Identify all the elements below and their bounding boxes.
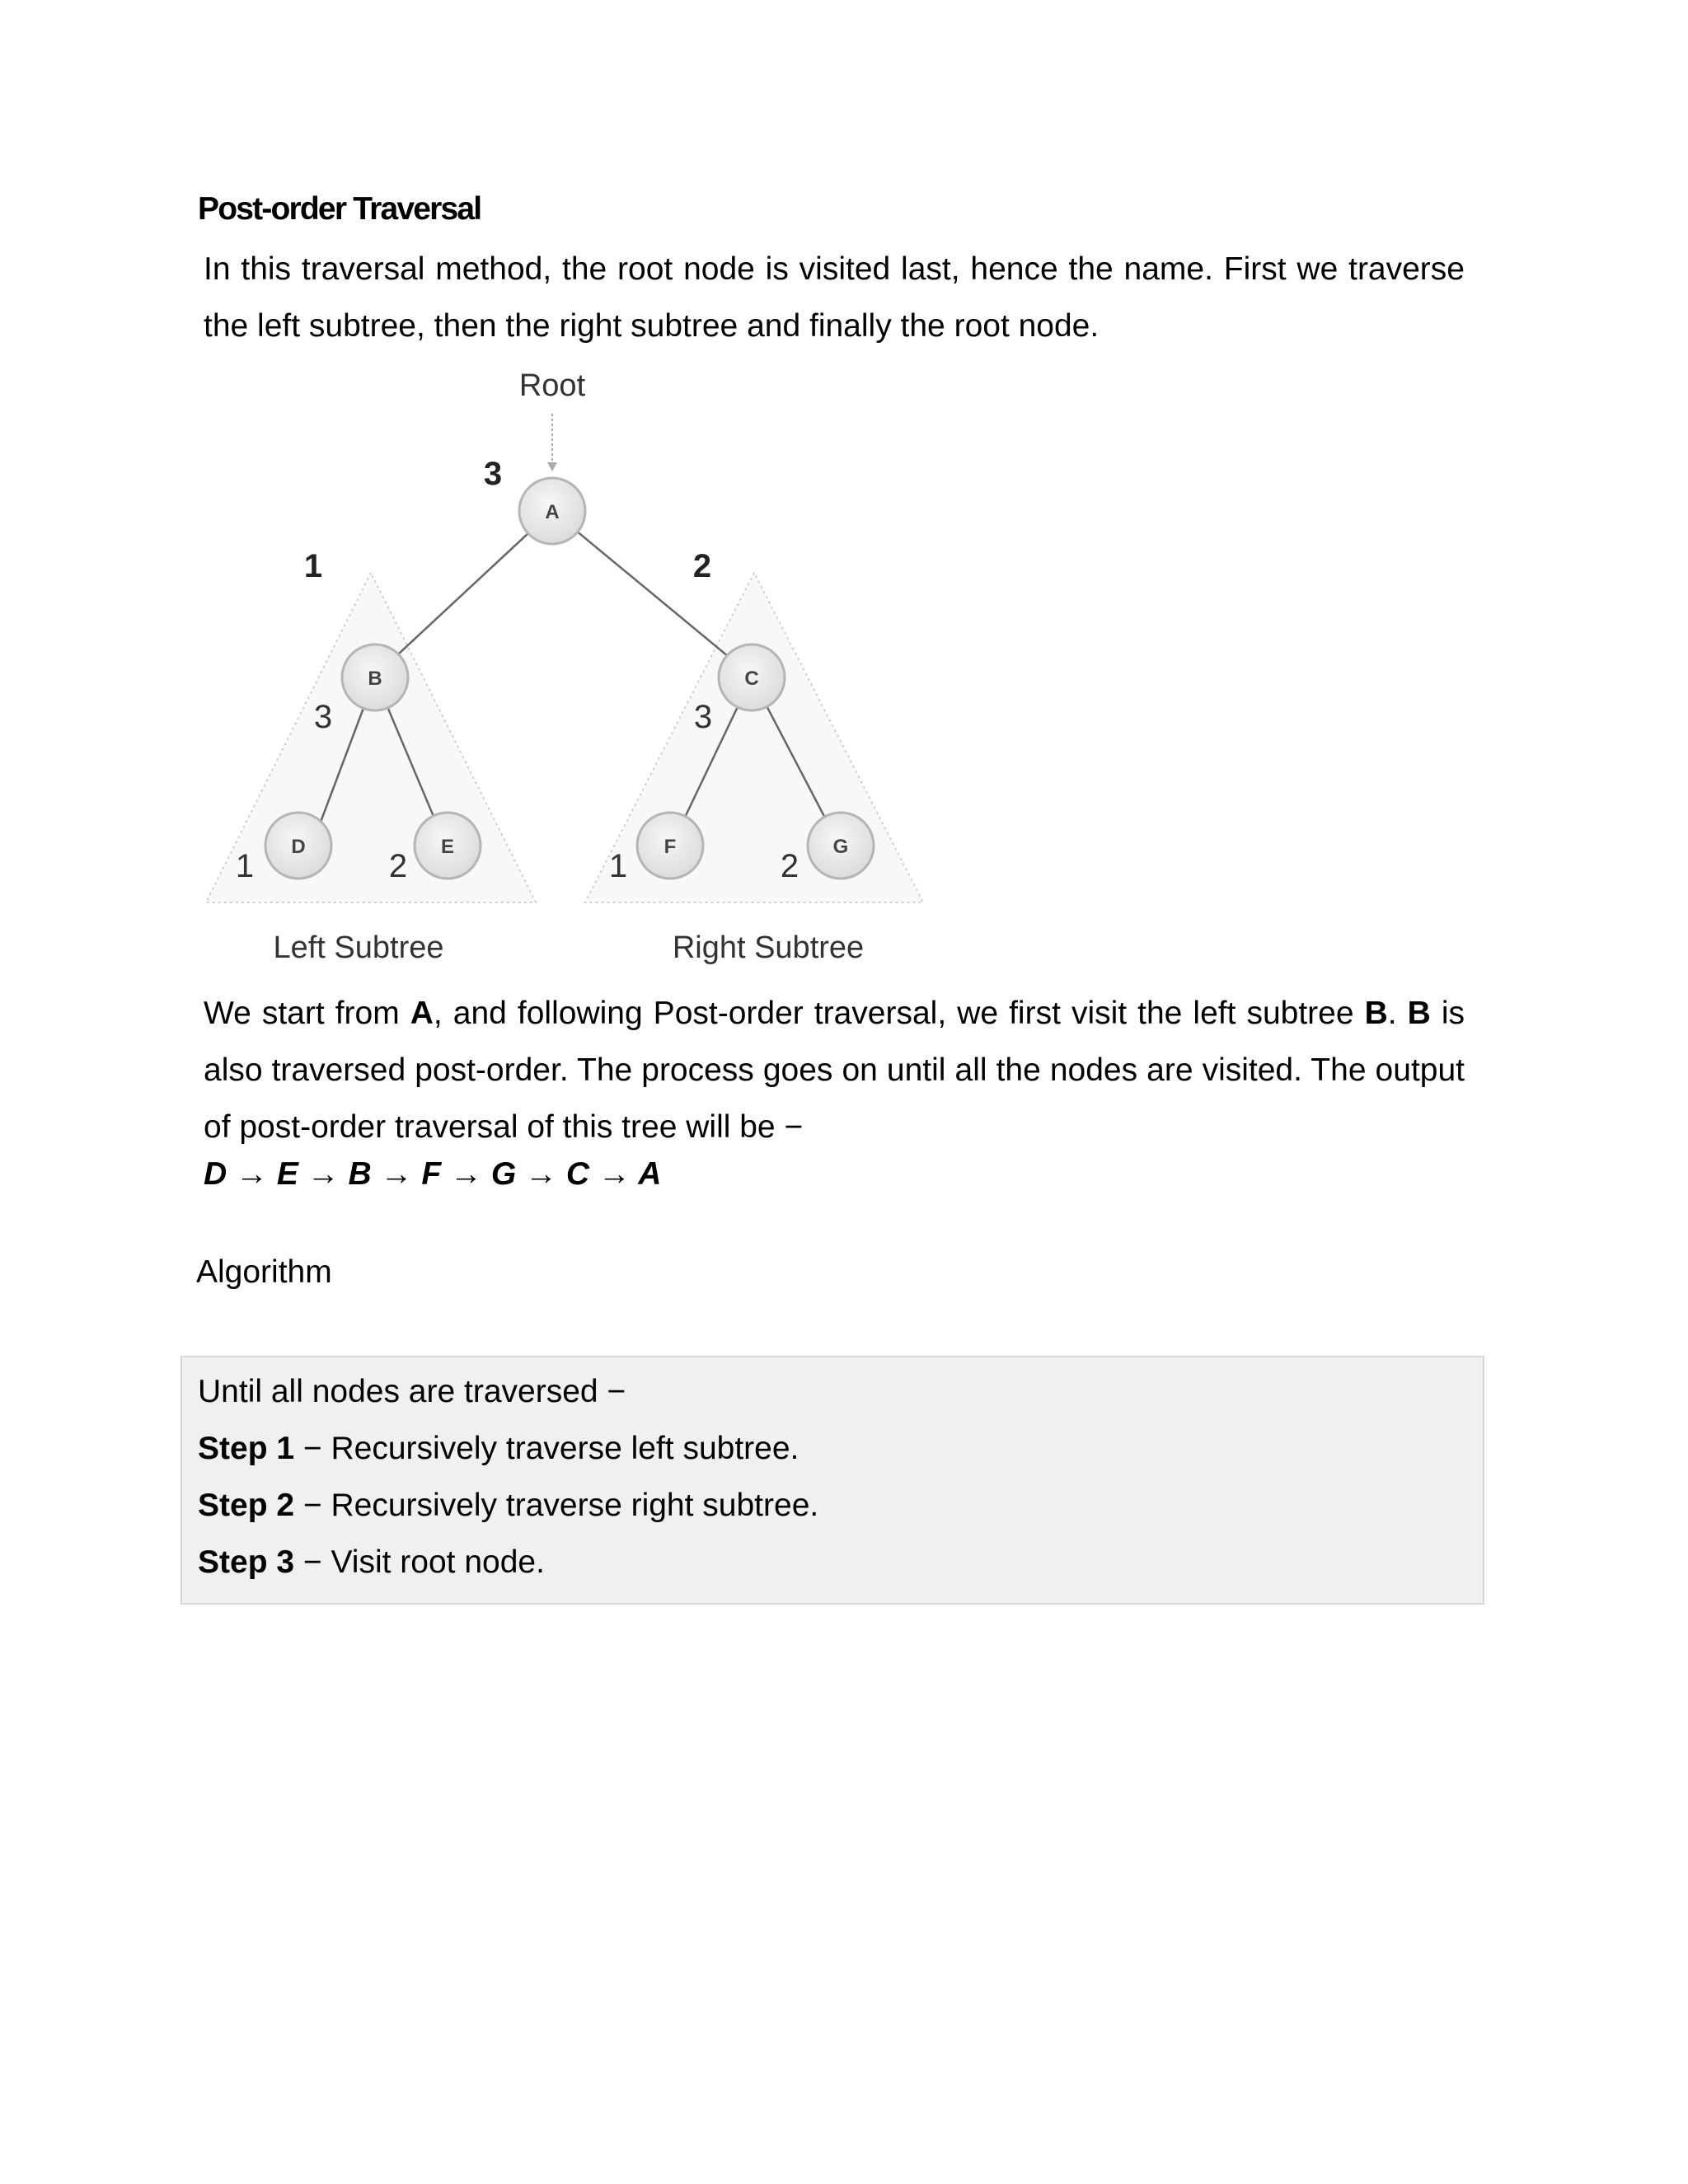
svg-text:E: E <box>440 836 455 858</box>
explanation-text-2: , and following Post-order traversal, we first visit the left subtree <box>433 996 1365 1031</box>
svg-text:D: D <box>291 836 306 858</box>
node-a <box>519 478 585 544</box>
svg-text:C: C <box>744 668 759 690</box>
step-1-text: − Recursively traverse left subtree. <box>294 1431 799 1466</box>
step-3-label: Step 3 <box>198 1544 295 1580</box>
intro-paragraph: In this traversal method, the root node is visited last, hence the name. First we traverse the left subtree, then the right subtree and finally the root node. <box>204 251 1465 344</box>
order-label-g: 2 <box>780 848 799 884</box>
algorithm-step-1 <box>198 1431 799 1467</box>
explanation-text-1: We start from <box>204 996 410 1031</box>
order-label-e: 2 <box>388 848 408 884</box>
node-d <box>265 813 331 879</box>
order-label-c: 3 <box>693 699 713 735</box>
step-2-label: Step 2 <box>198 1488 295 1523</box>
algorithm-box <box>181 1356 1484 1605</box>
explanation-text-3: . <box>1387 996 1408 1031</box>
output-sequence: D → E → B → F → G → C → A <box>204 1156 662 1192</box>
svg-text:F: F <box>663 836 677 858</box>
step-3-text: − Visit root node. <box>294 1544 545 1580</box>
explanation-bold-b-2: B <box>1407 996 1431 1031</box>
step-2-text: − Recursively traverse right subtree. <box>294 1488 819 1523</box>
order-label-d: 1 <box>235 848 255 884</box>
root-pointer-arrowhead <box>547 462 557 471</box>
order-label-b: 3 <box>313 699 333 735</box>
node-g <box>808 813 874 879</box>
algorithm-step-3 <box>198 1544 545 1581</box>
svg-text:A: A <box>545 501 560 523</box>
algorithm-intro: Until all nodes are traversed − <box>198 1374 626 1409</box>
svg-text:B: B <box>368 668 382 690</box>
step-1-label: Step 1 <box>198 1431 295 1466</box>
order-label-a: 3 <box>483 456 503 492</box>
svg-text:G: G <box>832 836 849 858</box>
node-e <box>415 813 481 879</box>
explanation-text-4: is also traversed post-order. The process goes on until all the nodes are visited. The output of post-order traversal of this tree will be − <box>204 996 1465 1145</box>
left-subtree-caption: Left Subtree <box>273 930 444 965</box>
algorithm-step-2 <box>198 1488 818 1524</box>
explanation-bold-b: B <box>1364 996 1388 1031</box>
explanation-paragraph <box>204 985 1465 1155</box>
page-title: Post-order Traversal <box>198 191 481 227</box>
right-subtree-caption: Right Subtree <box>672 930 865 965</box>
node-f <box>637 813 703 879</box>
left-subtree-outline <box>206 573 536 902</box>
post-order-tree-diagram <box>190 363 948 972</box>
node-b <box>342 644 408 710</box>
order-label-f: 1 <box>608 848 628 884</box>
order-label-right-subtree: 2 <box>692 548 712 584</box>
root-label: Root <box>518 368 586 403</box>
order-label-left-subtree: 1 <box>303 548 323 584</box>
node-c <box>719 644 785 710</box>
explanation-bold-a: A <box>410 996 434 1031</box>
algorithm-heading: Algorithm <box>196 1254 332 1290</box>
